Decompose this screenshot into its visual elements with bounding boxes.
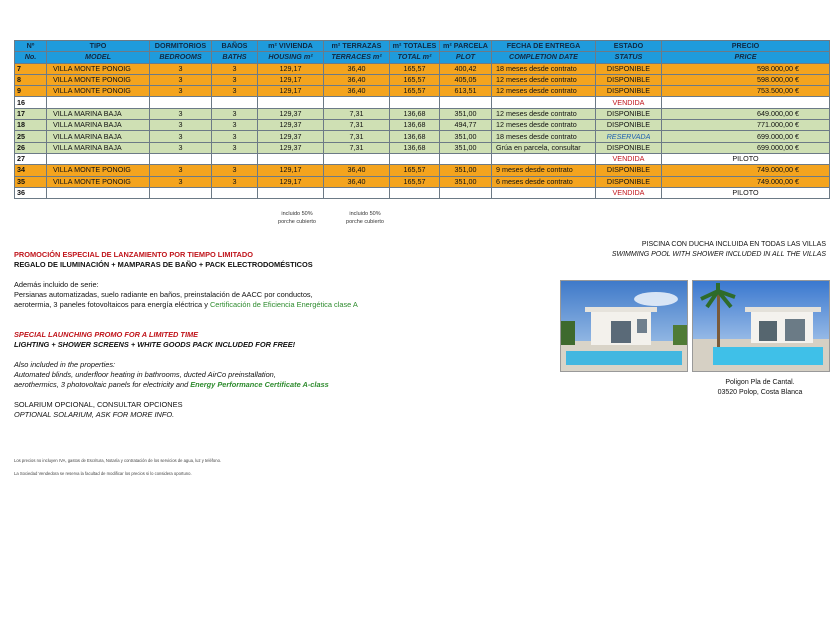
cell-no: 26: [15, 142, 47, 153]
column-subheader: MODEL: [47, 52, 150, 63]
cell-no: 27: [15, 153, 47, 164]
solarium-es: SOLARIUM OPCIONAL, CONSULTAR OPCIONES: [14, 400, 183, 409]
cell-model: VILLA MONTE PONOIG: [47, 74, 150, 85]
cell-model: [47, 187, 150, 198]
cell-plot: 613,51: [440, 86, 492, 97]
table-row: [15, 120, 830, 131]
cell-date: [492, 97, 596, 108]
cell-no: 8: [15, 74, 47, 85]
cell-model: VILLA MONTE PONOIG: [47, 165, 150, 176]
cell-date: 12 meses desde contrato: [492, 108, 596, 119]
cell-plot: [440, 187, 492, 198]
cell-total: 165,57: [390, 74, 440, 85]
cell-bed: [150, 187, 212, 198]
cell-no: 9: [15, 86, 47, 97]
cell-total: [390, 187, 440, 198]
cell-no: 16: [15, 97, 47, 108]
cell-price: PILOTO: [662, 187, 830, 198]
cell-housing: 129,17: [258, 63, 324, 74]
table-row: [15, 86, 830, 97]
column-header: DORMITORIOS: [150, 41, 212, 52]
cell-plot: [440, 153, 492, 164]
cell-model: VILLA MARINA BAJA: [47, 108, 150, 119]
cell-terr: 7,31: [324, 131, 390, 142]
cell-total: 165,57: [390, 176, 440, 187]
table-row: [15, 176, 830, 187]
table-row: [15, 108, 830, 119]
cell-plot: 351,00: [440, 142, 492, 153]
cell-bath: [212, 153, 258, 164]
cell-housing: 129,37: [258, 108, 324, 119]
table-row: [15, 165, 830, 176]
column-header: ESTADO: [596, 41, 662, 52]
cell-bath: 3: [212, 131, 258, 142]
subheader-row: [15, 52, 830, 63]
column-subheader: BEDROOMS: [150, 52, 212, 63]
table-row: [15, 63, 830, 74]
cell-price: PILOTO: [662, 153, 830, 164]
cell-bath: 3: [212, 108, 258, 119]
cell-model: [47, 153, 150, 164]
cell-model: VILLA MARINA BAJA: [47, 142, 150, 153]
column-header: m² TERRAZAS: [324, 41, 390, 52]
column-subheader: HOUSING m²: [258, 52, 324, 63]
column-header: TIPO: [47, 41, 150, 52]
cell-housing: 129,17: [258, 86, 324, 97]
promo-en-also: Also included in the properties:: [14, 360, 116, 369]
cell-date: 18 meses desde contrato: [492, 131, 596, 142]
cell-bath: [212, 187, 258, 198]
cell-status: DISPONIBLE: [596, 86, 662, 97]
column-subheader: No.: [15, 52, 47, 63]
cell-terr: 36,40: [324, 74, 390, 85]
cell-model: [47, 97, 150, 108]
cell-bed: 3: [150, 74, 212, 85]
cell-no: 34: [15, 165, 47, 176]
header-row: [15, 41, 830, 52]
cell-price: 598.000,00 €: [662, 63, 830, 74]
cell-housing: 129,17: [258, 74, 324, 85]
column-subheader: STATUS: [596, 52, 662, 63]
cell-bed: 3: [150, 86, 212, 97]
cell-price: 771.000,00 €: [662, 120, 830, 131]
cell-housing: [258, 97, 324, 108]
cell-price: 598.000,00 €: [662, 74, 830, 85]
cell-model: VILLA MONTE PONOIG: [47, 63, 150, 74]
column-subheader: PRICE: [662, 52, 830, 63]
cell-total: [390, 97, 440, 108]
cell-price: 749.000,00 €: [662, 165, 830, 176]
cell-plot: 405,05: [440, 74, 492, 85]
cell-model: VILLA MONTE PONOIG: [47, 86, 150, 97]
cell-bath: 3: [212, 120, 258, 131]
promo-es-also: Además incluido de serie:: [14, 280, 99, 289]
terraces-note: incluido 50% porche cubierto: [346, 211, 384, 225]
column-subheader: BATHS: [212, 52, 258, 63]
cell-status: DISPONIBLE: [596, 108, 662, 119]
promo-en-gift: LIGHTING + SHOWER SCREENS + WHITE GOODS PACK INCLUDED FOR FREE!: [14, 340, 296, 349]
cell-status: DISPONIBLE: [596, 120, 662, 131]
cell-bath: 3: [212, 142, 258, 153]
column-header: m² PARCELA: [440, 41, 492, 52]
promo-es-list-2: aerotermia, 3 paneles fotovoltaicos para energía eléctrica y Certificación de Eficiencia Energética clase A: [14, 300, 358, 309]
cell-bed: [150, 153, 212, 164]
promo-en: [14, 330, 329, 420]
villa-photo-1-image: [561, 281, 687, 371]
cell-terr: 36,40: [324, 165, 390, 176]
cell-total: 165,57: [390, 63, 440, 74]
villa-photo-1: [560, 280, 688, 372]
cell-total: [390, 153, 440, 164]
cell-model: VILLA MONTE PONOIG: [47, 176, 150, 187]
cell-terr: 36,40: [324, 63, 390, 74]
cell-model: VILLA MARINA BAJA: [47, 131, 150, 142]
cell-total: 165,57: [390, 86, 440, 97]
promo-en-list-1: Automated blinds, underfloor heating in bathrooms, ducted AirCo preinstallation,: [14, 370, 276, 379]
column-header: m² TOTALES: [390, 41, 440, 52]
cell-housing: 129,37: [258, 142, 324, 153]
cell-terr: [324, 97, 390, 108]
cell-bed: 3: [150, 120, 212, 131]
cell-terr: 36,40: [324, 86, 390, 97]
cell-date: 18 meses desde contrato: [492, 63, 596, 74]
cell-no: 36: [15, 187, 47, 198]
cell-bath: 3: [212, 165, 258, 176]
cell-status: VENDIDA: [596, 187, 662, 198]
cell-housing: [258, 153, 324, 164]
cell-date: [492, 187, 596, 198]
cell-status: VENDIDA: [596, 153, 662, 164]
cell-housing: [258, 187, 324, 198]
column-subheader: COMPLETION DATE: [492, 52, 596, 63]
cell-plot: [440, 97, 492, 108]
cell-model: VILLA MARINA BAJA: [47, 120, 150, 131]
cell-date: 12 meses desde contrato: [492, 86, 596, 97]
pool-note: PISCINA CON DUCHA INCLUIDA EN TODAS LAS VILLAS SWIMMING POOL WITH SHOWER INCLUDED IN ALL THE VILLAS: [611, 241, 826, 258]
cell-terr: [324, 187, 390, 198]
cell-no: 17: [15, 108, 47, 119]
cell-terr: 7,31: [324, 120, 390, 131]
cell-price: 749.000,00 €: [662, 176, 830, 187]
cell-plot: 494,77: [440, 120, 492, 131]
cell-bath: 3: [212, 86, 258, 97]
promo-es-title: PROMOCIÓN ESPECIAL DE LANZAMIENTO POR TIEMPO LIMITADO: [14, 250, 253, 259]
column-header: Nº: [15, 41, 47, 52]
cell-price: 699.000,00 €: [662, 131, 830, 142]
cell-total: 136,68: [390, 120, 440, 131]
cell-status: DISPONIBLE: [596, 63, 662, 74]
cell-bath: 3: [212, 176, 258, 187]
cell-plot: 400,42: [440, 63, 492, 74]
cell-bed: 3: [150, 131, 212, 142]
column-header: BAÑOS: [212, 41, 258, 52]
cell-housing: 129,37: [258, 120, 324, 131]
villa-photo-2-image: [693, 281, 829, 371]
cell-no: 7: [15, 63, 47, 74]
cell-terr: 36,40: [324, 176, 390, 187]
cell-bath: 3: [212, 74, 258, 85]
table-row: [15, 187, 830, 198]
cell-bed: 3: [150, 176, 212, 187]
column-header: m² VIVIENDA: [258, 41, 324, 52]
cell-no: 35: [15, 176, 47, 187]
cell-bath: [212, 97, 258, 108]
cell-total: 136,68: [390, 131, 440, 142]
promo-es-list-1: Persianas automatizadas, suelo radiante en baños, preinstalación de AACC por conductos,: [14, 290, 313, 299]
cell-status: DISPONIBLE: [596, 176, 662, 187]
cell-date: [492, 153, 596, 164]
cell-status: DISPONIBLE: [596, 165, 662, 176]
table-row: [15, 153, 830, 164]
table-row: [15, 97, 830, 108]
cell-price: 649.000,00 €: [662, 108, 830, 119]
cell-bath: 3: [212, 63, 258, 74]
cell-status: DISPONIBLE: [596, 142, 662, 153]
cell-date: Grúa en parcela, consultar: [492, 142, 596, 153]
address: Poligon Pla de Cantal. 03520 Polop, Costa Blanca: [717, 379, 803, 396]
cell-total: 136,68: [390, 108, 440, 119]
column-header: PRECIO: [662, 41, 830, 52]
cell-no: 25: [15, 131, 47, 142]
cell-plot: 351,00: [440, 131, 492, 142]
promo-en-list-2: aerothermics, 3 photovoltaic panels for electricity and Energy Performance Certificate A-class: [14, 380, 329, 389]
cell-plot: 351,00: [440, 176, 492, 187]
price-table: [14, 40, 830, 199]
cell-date: 12 meses desde contrato: [492, 120, 596, 131]
promo-es: [14, 250, 358, 310]
column-subheader: TOTAL m²: [390, 52, 440, 63]
column-subheader: PLOT: [440, 52, 492, 63]
cell-housing: 129,17: [258, 165, 324, 176]
cell-plot: 351,00: [440, 108, 492, 119]
promo-es-gift: REGALO DE ILUMINACIÓN + MAMPARAS DE BAÑO + PACK ELECTRODOMÉSTICOS: [14, 260, 313, 269]
housing-note: incluido 50% porche cubierto: [278, 211, 316, 225]
cell-status: RESERVADA: [596, 131, 662, 142]
cell-date: 12 meses desde contrato: [492, 74, 596, 85]
cell-price: 699.000,00 €: [662, 142, 830, 153]
cell-plot: 351,00: [440, 165, 492, 176]
solarium-en: OPTIONAL SOLARIUM, ASK FOR MORE INFO.: [14, 410, 175, 419]
cell-terr: 7,31: [324, 142, 390, 153]
table-row: [15, 142, 830, 153]
table-body: [15, 63, 830, 199]
table-row: [15, 131, 830, 142]
cell-total: 136,68: [390, 142, 440, 153]
cell-bed: 3: [150, 165, 212, 176]
cell-status: DISPONIBLE: [596, 74, 662, 85]
cell-date: 9 meses desde contrato: [492, 165, 596, 176]
fine-print-1: Los precios no incluyen IVA, gastos de Escritura, Notaría y contratación de los servicios de agua, luz y teléfono.: [14, 458, 222, 463]
column-subheader: TERRACES m²: [324, 52, 390, 63]
cell-housing: 129,17: [258, 176, 324, 187]
cell-price: [662, 97, 830, 108]
cell-terr: [324, 153, 390, 164]
cell-no: 18: [15, 120, 47, 131]
cell-total: 165,57: [390, 165, 440, 176]
cell-bed: 3: [150, 142, 212, 153]
cell-housing: 129,37: [258, 131, 324, 142]
cell-bed: 3: [150, 108, 212, 119]
cell-price: 753.500,00 €: [662, 86, 830, 97]
table-row: [15, 74, 830, 85]
cell-bed: [150, 97, 212, 108]
cell-date: 6 meses desde contrato: [492, 176, 596, 187]
cell-status: VENDIDA: [596, 97, 662, 108]
column-header: FECHA DE ENTREGA: [492, 41, 596, 52]
villa-photo-2: [692, 280, 830, 372]
cell-terr: 7,31: [324, 108, 390, 119]
cell-bed: 3: [150, 63, 212, 74]
promo-en-title: SPECIAL LAUNCHING PROMO FOR A LIMITED TIME: [14, 330, 199, 339]
fine-print-2: La Sociedad Vendedora se reserva la facultad de modificar los precios si lo considera oportuno.: [14, 471, 192, 476]
